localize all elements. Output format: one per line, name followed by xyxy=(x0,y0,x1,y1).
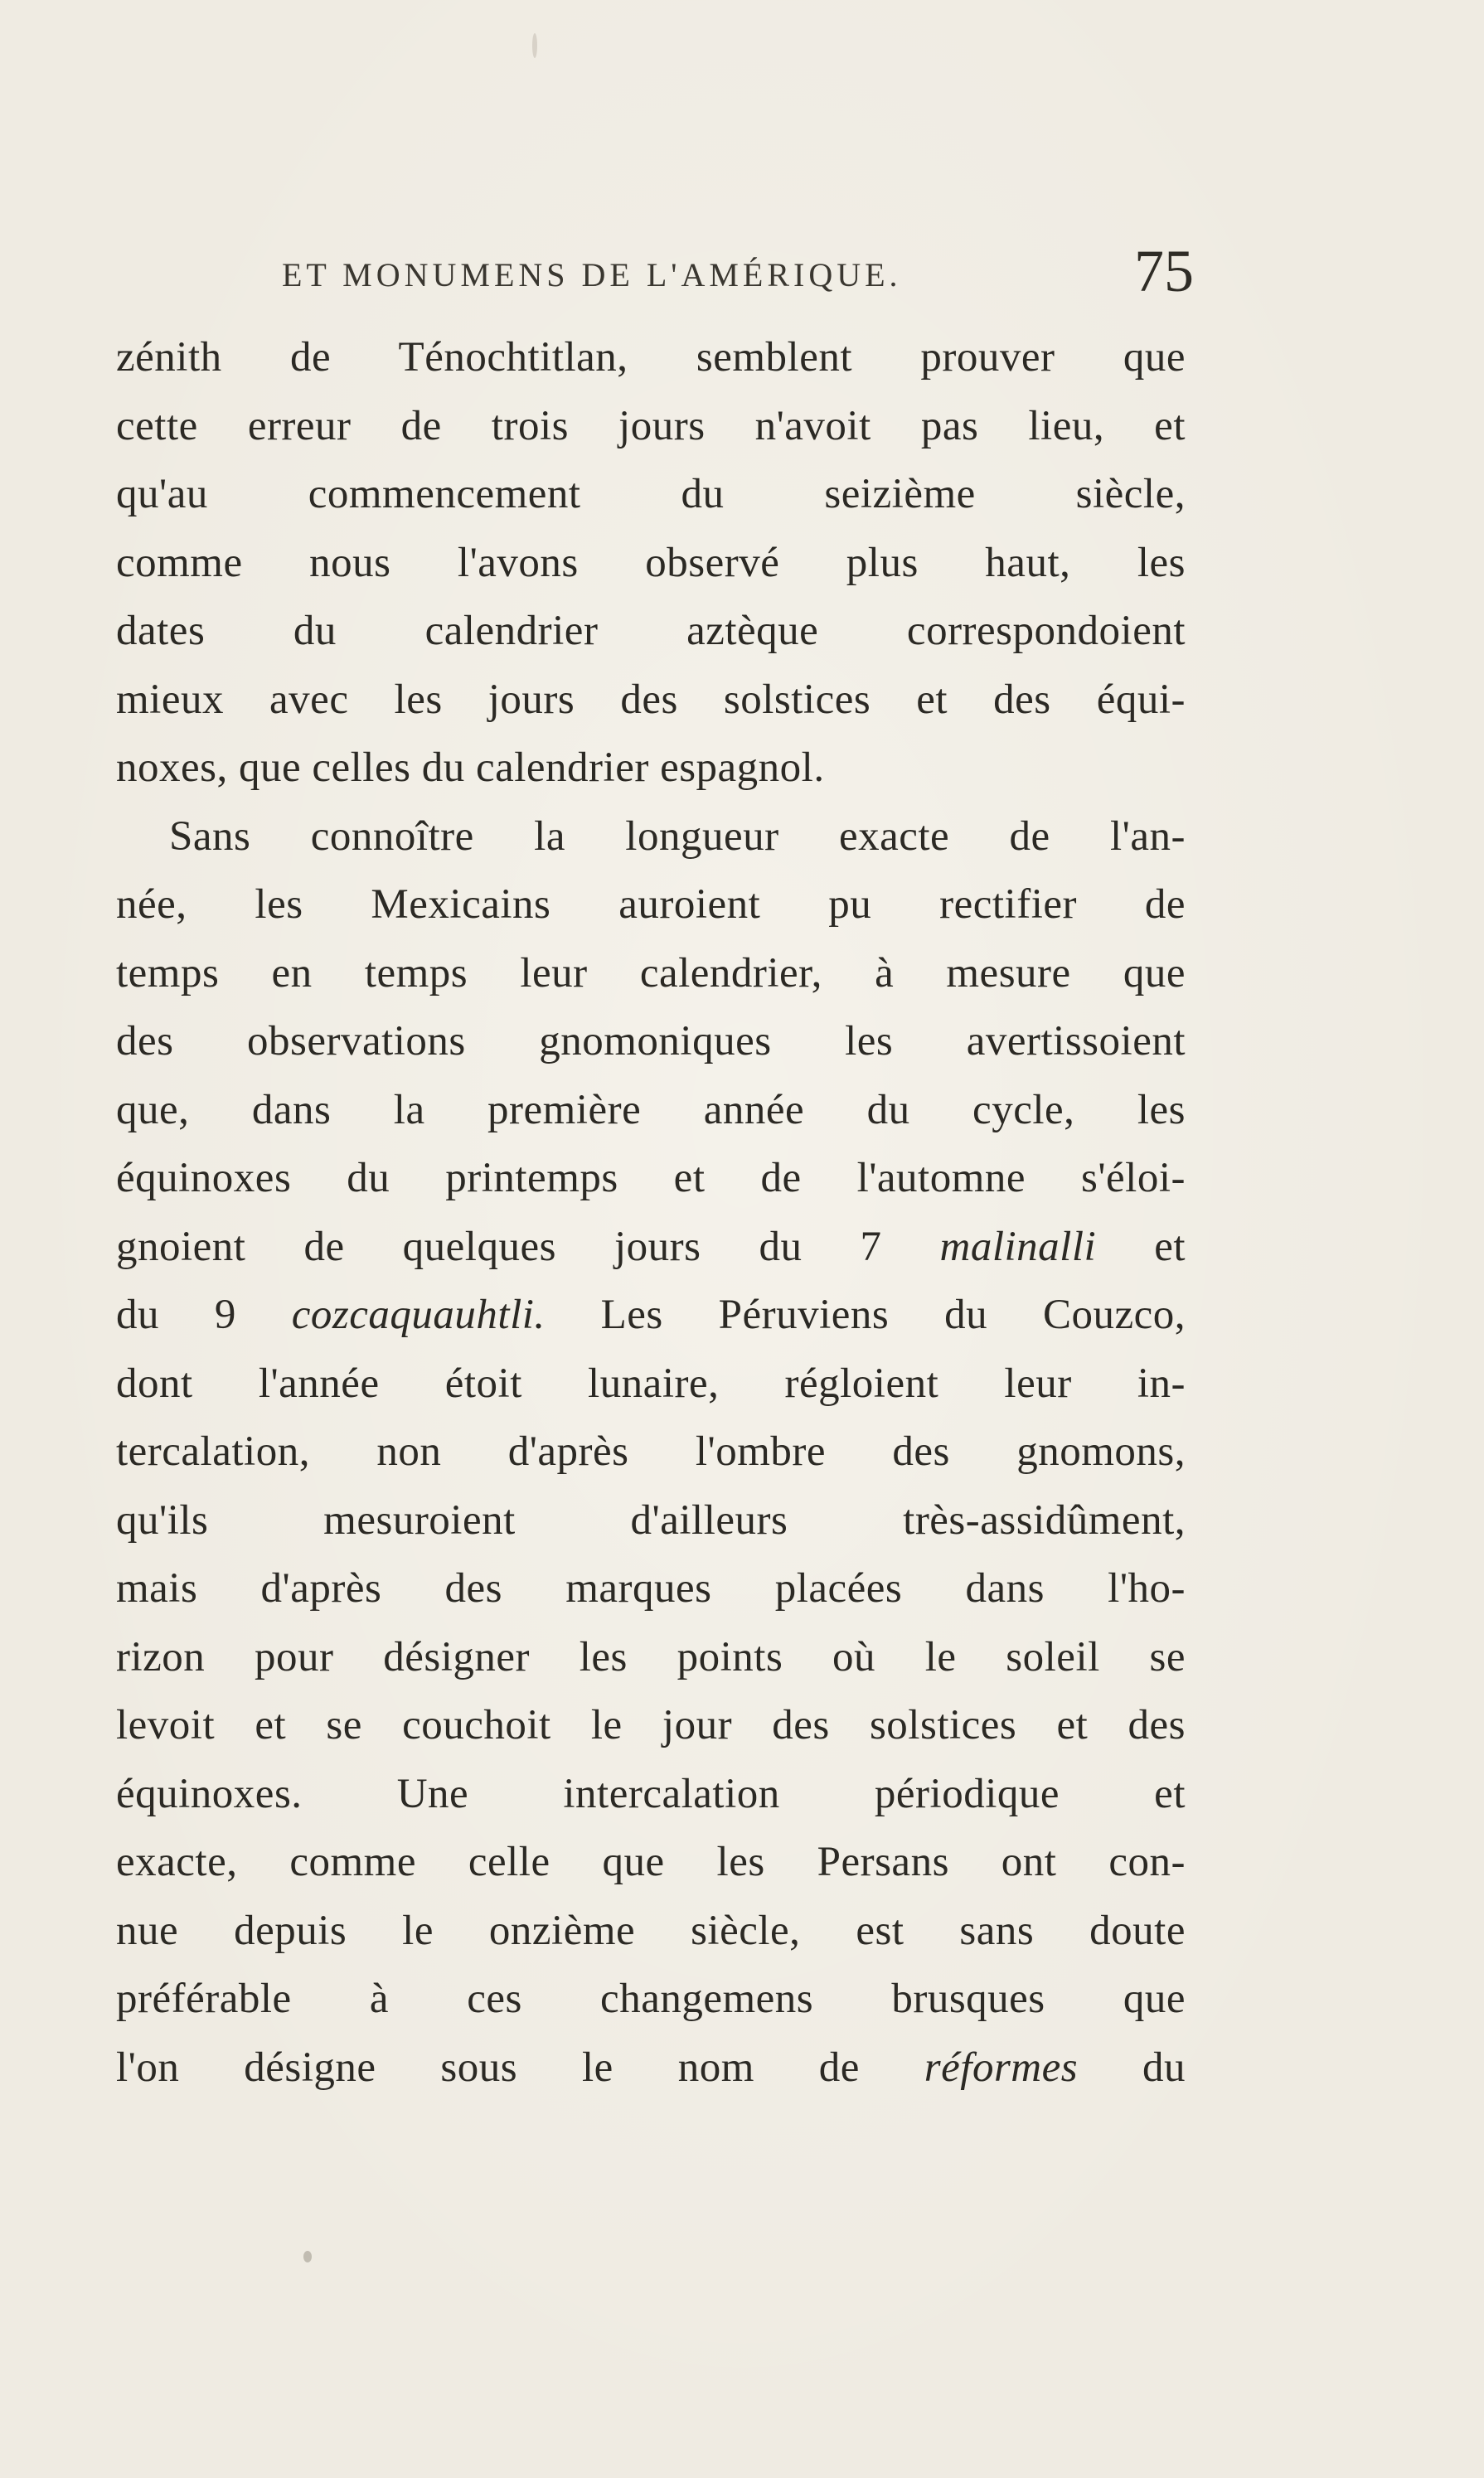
italic-term-cozcaquauhtli: cozcaquauhtli. xyxy=(291,1292,546,1338)
text-line: qu'ils mesuroient d'ailleurs très-assidûment, xyxy=(116,1496,1186,1544)
line-text: et xyxy=(1154,1223,1186,1270)
text-line: temps en temps leur calendrier, à mesure que xyxy=(116,949,1186,997)
paragraph-start-line: Sans connoître la longueur exacte de l'an- xyxy=(169,812,1186,860)
text-line: nue depuis le onzième siècle, est sans doute xyxy=(116,1907,1186,1954)
text-line: équinoxes du printemps et de l'automne s'éloi- xyxy=(116,1155,1186,1201)
line-text: l'on désigne sous le nom de xyxy=(116,2044,860,2091)
text-line: exacte, comme celle que les Persans ont con- xyxy=(116,1839,1186,1885)
text-line: tercalation, non d'après l'ombre des gnomons, xyxy=(116,1428,1186,1475)
line-text: du 9 xyxy=(116,1292,236,1338)
text-line-malinalli xyxy=(116,1213,1186,1282)
text-line: rizon pour désigner les points où le soleil se xyxy=(116,1633,1186,1680)
running-title: ET MONUMENS DE L'AMÉRIQUE. xyxy=(282,256,902,293)
page-header xyxy=(282,237,1194,312)
text-line: mais d'après des marques placées dans l'ho- xyxy=(116,1565,1186,1612)
text-line: qu'au commencement du seizième siècle, xyxy=(116,471,1186,517)
text-line: cette erreur de trois jours n'avoit pas lieu, et xyxy=(116,402,1186,449)
text-line: équinoxes. Une intercalation périodique et xyxy=(116,1770,1186,1817)
text-line-cozcaquauhtli xyxy=(116,1281,1186,1350)
text-line: préférable à ces changemens brusques que xyxy=(116,1976,1186,2022)
text-line: levoit et se couchoit le jour des solstices et des xyxy=(116,1702,1186,1748)
text-line: née, les Mexicains auroient pu rectifier de xyxy=(116,881,1186,928)
line-text: gnoient de quelques jours du 7 xyxy=(116,1223,882,1270)
text-line: dont l'année étoit lunaire, régloient leur in- xyxy=(116,1360,1186,1407)
ink-spot xyxy=(303,2251,312,2262)
text-line: des observations gnomoniques les avertissoient xyxy=(116,1018,1186,1064)
ink-spot xyxy=(532,33,537,58)
line-text: du xyxy=(1142,2044,1186,2091)
text-line: comme nous l'avons observé plus haut, les xyxy=(116,539,1186,586)
italic-term-malinalli: malinalli xyxy=(939,1223,1097,1270)
line-text: Les Péruviens du Couzco, xyxy=(600,1292,1186,1338)
text-line: mieux avec les jours des solstices et des équi- xyxy=(116,676,1186,723)
body-text xyxy=(116,323,1186,2102)
italic-term-reformes: réformes xyxy=(924,2044,1079,2091)
text-line: noxes, que celles du calendrier espagnol. xyxy=(116,744,825,791)
text-line-reformes xyxy=(116,2034,1186,2102)
text-line: dates du calendrier aztèque correspondoient xyxy=(116,608,1186,654)
text-line: que, dans la première année du cycle, les xyxy=(116,1086,1186,1133)
text-line: zénith de Ténochtitlan, semblent prouver que xyxy=(116,334,1186,381)
page-number: 75 xyxy=(1134,238,1194,304)
